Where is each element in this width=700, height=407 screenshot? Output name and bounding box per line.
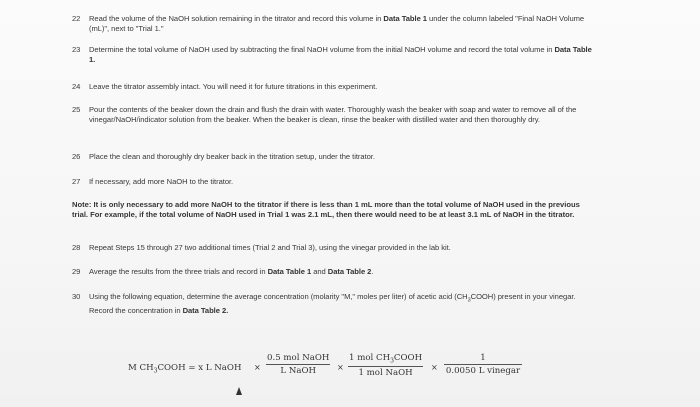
step-text-part: Using the following equation, determine the average concentration (molarity "M," moles per liter) of acetic acid (CH bbox=[89, 292, 468, 301]
step-text-part: . bbox=[371, 267, 374, 276]
step-23 bbox=[72, 45, 592, 64]
multiply-sign: × bbox=[431, 363, 438, 372]
step-number: 29 bbox=[72, 267, 81, 276]
step-27 bbox=[72, 177, 592, 187]
step-text: Pour the contents of the beaker down the drain and flush the drain with water. Thoroughly wash the beaker with soap and water to remove all of the vinegar/NaOH/indicator solution from the beaker. When the beaker is clean, rinse the beaker with distilled water and then thoroughly dry. bbox=[89, 105, 577, 124]
step-number: 26 bbox=[72, 152, 81, 161]
multiply-sign: × bbox=[254, 363, 261, 372]
step-number: 30 bbox=[72, 292, 81, 301]
step-text bbox=[89, 14, 592, 33]
step-text: Leave the titrator assembly intact. You will need it for future titrations in this experiment. bbox=[89, 82, 378, 91]
fraction-numerator: 0.5 mol NaOH bbox=[267, 353, 330, 363]
step-text-part: Determine the total volume of NaOH used by subtracting the final NaOH volume from the initial NaOH volume and record the total volume in bbox=[89, 45, 555, 54]
bold-reference: Data Table 1 bbox=[267, 267, 312, 276]
step-text-part: Read the volume of the NaOH solution remaining in the titrator and record this volume in bbox=[89, 14, 384, 23]
step-24 bbox=[72, 82, 592, 92]
step-number: 24 bbox=[72, 82, 81, 91]
fraction-denominator: L NaOH bbox=[280, 366, 316, 376]
step-29 bbox=[72, 267, 592, 277]
step-text-part: COOH) present in your vinegar. Record the concentration in bbox=[89, 292, 576, 316]
numerator-text: 1 mol CH bbox=[349, 353, 391, 363]
mouse-cursor-icon bbox=[236, 387, 242, 395]
step-28 bbox=[72, 243, 592, 253]
bold-reference: Data Table 2 bbox=[327, 267, 372, 276]
fraction-numerator bbox=[348, 353, 423, 367]
subscript: 3 bbox=[467, 297, 471, 304]
equation-lhs-tail: COOH = x L NaOH bbox=[157, 363, 242, 373]
equation-lhs bbox=[128, 363, 241, 375]
step-number: 23 bbox=[72, 45, 81, 54]
fraction-numerator: 1 bbox=[444, 353, 522, 365]
step-text: Place the clean and thoroughly dry beaker back in the titration setup, under the titrator. bbox=[89, 152, 375, 161]
step-text-part: under the column labeled "Final NaOH Volume (mL)", next to "Trial 1." bbox=[89, 14, 585, 33]
fraction-naoh-molarity bbox=[266, 353, 330, 376]
step-30 bbox=[72, 292, 592, 316]
note-paragraph: Note: It is only necessary to add more NaOH to the titrator if there is less than 1 mL more than the total volume of NaOH used in the previous trial. For example, if the total volume of NaOH used in Trial 1 was 2.1 mL, then there would need to be at least 3.1 mL of NaOH in the titrator. bbox=[72, 200, 580, 219]
step-number: 27 bbox=[72, 177, 81, 186]
step-text bbox=[89, 292, 592, 316]
step-number: 22 bbox=[72, 14, 81, 23]
equation-lhs-text: M CH bbox=[128, 363, 154, 373]
fraction-denominator: 0.0050 L vinegar bbox=[445, 366, 521, 376]
subscript: 3 bbox=[153, 367, 158, 375]
step-number: 25 bbox=[72, 105, 81, 114]
step-25 bbox=[72, 105, 592, 124]
step-text bbox=[89, 267, 592, 277]
multiply-sign: × bbox=[337, 363, 344, 372]
bold-reference: Data Table 2. bbox=[182, 306, 229, 316]
step-text: If necessary, add more NaOH to the titrator. bbox=[89, 177, 234, 186]
numerator-text: COOH bbox=[393, 353, 423, 363]
fraction-mole-ratio bbox=[348, 353, 423, 378]
subscript: 3 bbox=[390, 357, 394, 365]
bold-reference: Data Table 1. bbox=[89, 45, 592, 64]
step-text bbox=[89, 45, 592, 64]
fraction-vinegar-volume bbox=[444, 353, 522, 376]
step-26 bbox=[72, 152, 592, 162]
fraction-denominator: 1 mol NaOH bbox=[358, 367, 413, 378]
step-text-part: and bbox=[311, 267, 328, 276]
step-22 bbox=[72, 14, 592, 33]
step-text: Repeat Steps 15 through 27 two additional times (Trial 2 and Trial 3), using the vinegar provided in the lab kit. bbox=[89, 243, 451, 252]
step-text-part: Average the results from the three trials and record in bbox=[89, 267, 268, 276]
bold-reference: Data Table 1 bbox=[383, 14, 427, 23]
step-number: 28 bbox=[72, 243, 81, 252]
